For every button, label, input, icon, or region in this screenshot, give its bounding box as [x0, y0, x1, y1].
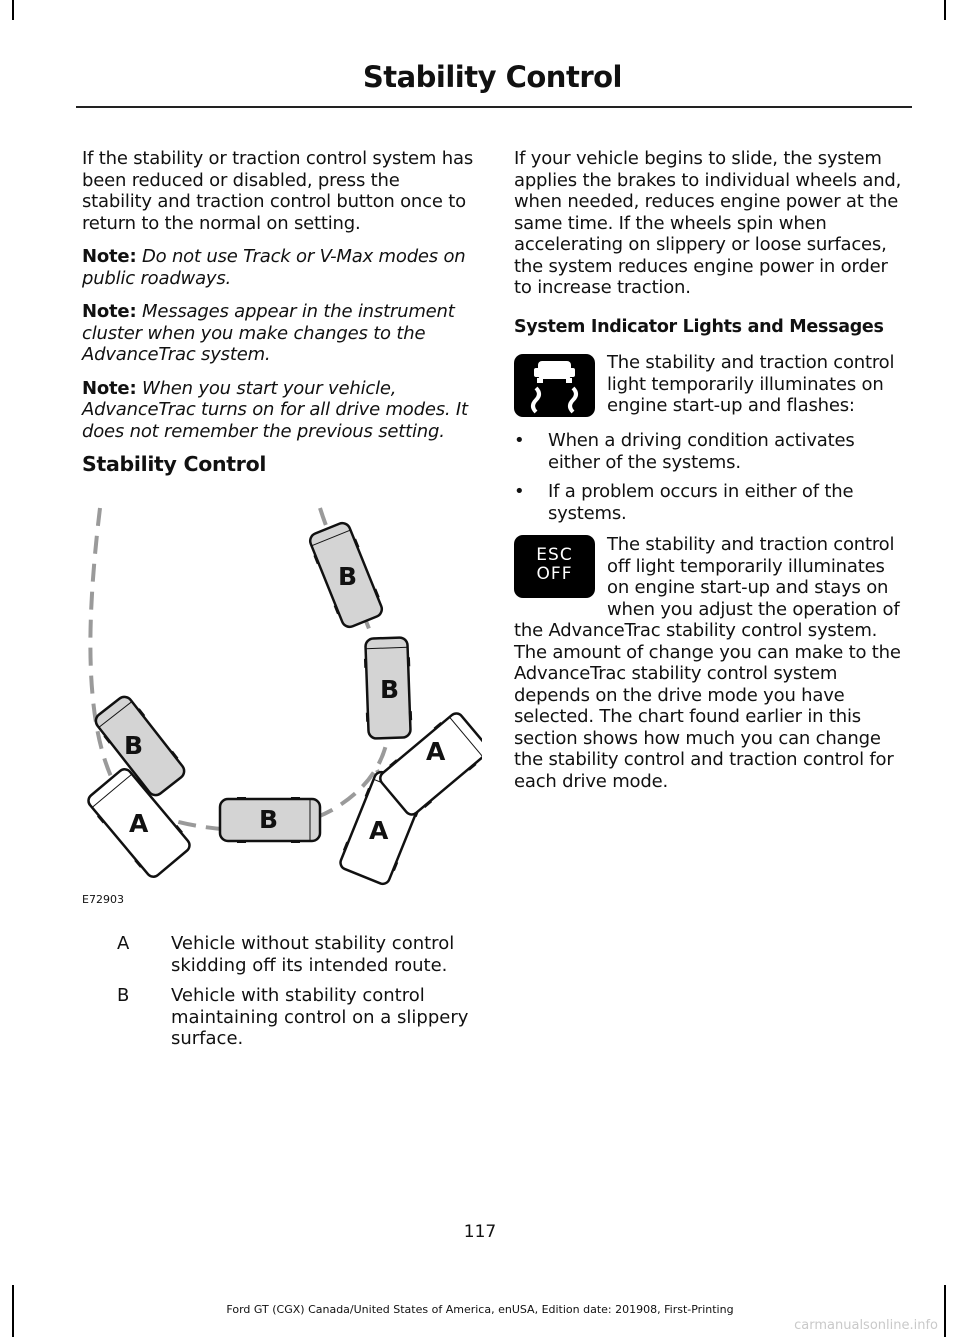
list-item: • When a driving condition activates either of the systems. [514, 430, 855, 473]
key-description: Vehicle without stability control skidding off its intended route. [171, 933, 455, 976]
key-description: Vehicle with stability control maintaining control on a slippery surface. [171, 985, 469, 1049]
page-title: Stability Control [362, 60, 622, 94]
note: Note: Messages appear in the instrument cluster when you make changes to the AdvanceTrac system. [82, 301, 455, 365]
figure-key-item [117, 985, 477, 1051]
list-item: • If a problem occurs in either of the systems. [514, 481, 854, 524]
page-number: 117 [463, 1222, 497, 1242]
car-label: B [124, 731, 144, 760]
note: Note: Do not use Track or V-Max modes on public roadways. [82, 246, 466, 289]
note: Note: When you start your vehicle, AdvanceTrac turns on for all drive modes. It does not remember the previous setting. [82, 377, 468, 442]
footer: Ford GT (CGX) Canada/United States of America, enUSA, Edition date: 201908, First-Printing [226, 1303, 734, 1316]
section-heading: System Indicator Lights and Messages [514, 316, 884, 337]
left-column [82, 148, 474, 476]
car-label: B [259, 805, 279, 834]
car-label: B [338, 562, 358, 591]
intro-paragraph: If your vehicle begins to slide, the system applies the brakes to individual wheels and, when needed, reduces engine power at the same time. If the wheels spin when accelerating on slippery or loose surfaces, the system reduces engine power in order to increase traction. [514, 148, 902, 298]
header-divider [76, 106, 912, 108]
key-letter: A [117, 933, 130, 954]
right-column [514, 148, 908, 792]
car-label: A [426, 737, 446, 766]
stability-diagram [82, 490, 482, 910]
car-label: A [129, 809, 149, 838]
indicator-text: The stability and traction control off light temporarily illuminates on engine start-up and stays on when you adjust the operation of the AdvanceTrac stability control system. The amount of change you can make to the AdvanceTrac stability control system depends on the drive mode you have selected. The chart found earlier in this section shows how much you can change the stability control and traction control for each drive mode. [514, 534, 901, 792]
bullet-list [514, 430, 908, 524]
watermark: carmanualsonline.info [794, 1318, 938, 1333]
figure-id: E72903 [82, 893, 124, 906]
car-label: A [369, 816, 389, 845]
stability-control-icon [514, 354, 595, 417]
section-heading: Stability Control [82, 452, 267, 476]
key-letter: B [117, 985, 130, 1006]
esc-off-icon: ESC OFF [514, 535, 595, 598]
intro-paragraph: If the stability or traction control system has been reduced or disabled, press the stability and traction control button once to return to the normal on setting. [82, 148, 474, 234]
crop-mark [12, 0, 14, 20]
indicator-text: The stability and traction control light temporarily illuminates on engine start-up and flashes: [607, 352, 895, 416]
crop-mark [944, 0, 946, 20]
car-label: B [380, 675, 400, 704]
figure-key-item [117, 933, 477, 977]
